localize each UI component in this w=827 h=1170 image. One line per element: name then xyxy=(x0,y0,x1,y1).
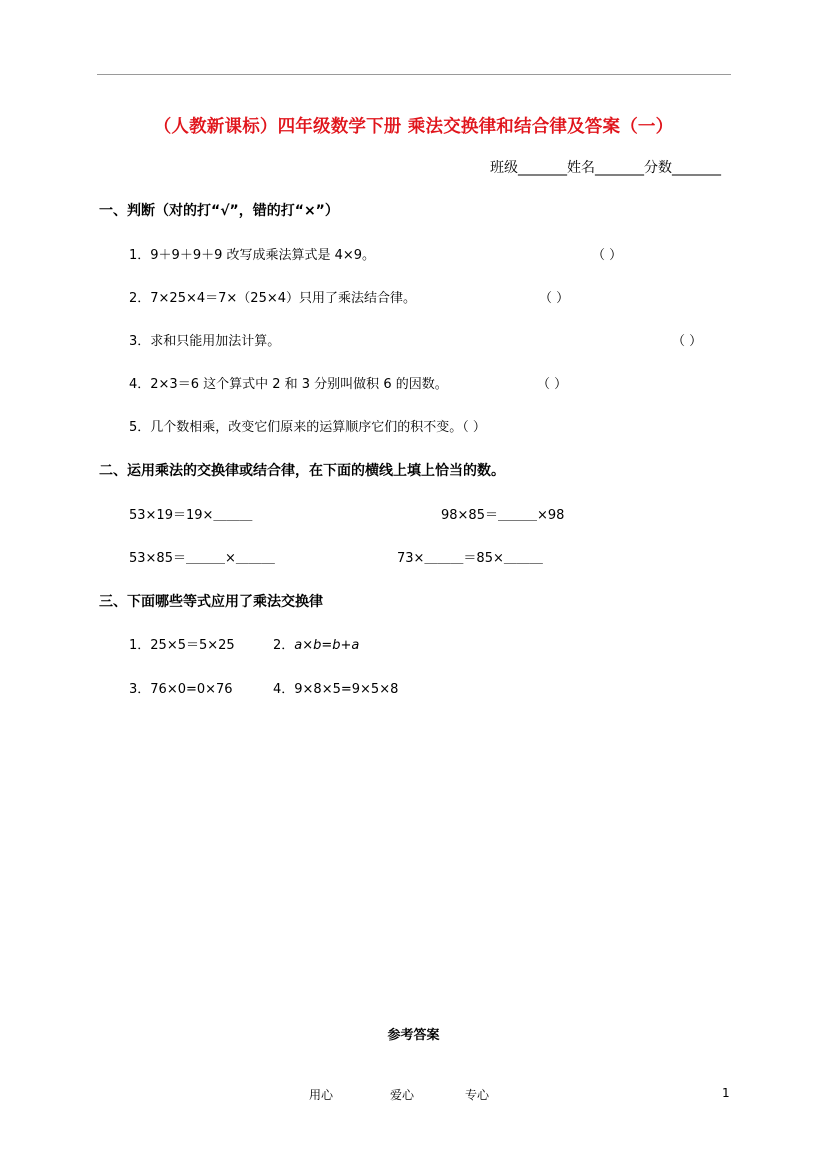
judge-item-2: 2．7×25×4＝7×（25×4）只用了乘法结合律。 xyxy=(129,291,417,306)
judge-item-1-paren: （ ） xyxy=(592,248,623,263)
fill-row1-right: 98×85＝＿＿＿×98 xyxy=(441,508,565,523)
judge-item-3-paren: （ ） xyxy=(672,334,703,349)
judge-item-5: 5．几个数相乘，改变它们原来的运算顺序它们的积不变。（ ） xyxy=(129,420,486,435)
page-number: 1 xyxy=(722,1086,730,1100)
section2-heading: 二、运用乘法的交换律或结合律，在下面的横线上填上恰当的数。 xyxy=(99,463,505,479)
footer-motto-3: 专心 xyxy=(465,1088,490,1102)
judge-item-3: 3．求和只能用加法计算。 xyxy=(129,334,281,349)
judge-item-1: 1．9＋9＋9＋9 改写成乘法算式是 4×9。 xyxy=(129,248,376,263)
equation-item-2-formula: a×b=b+a xyxy=(294,638,360,653)
equation-item-2 xyxy=(273,634,359,653)
fill-row2-right: 73×＿＿＿＝85×＿＿＿ xyxy=(397,551,543,566)
fill-row2-left: 53×85＝＿＿＿×＿＿＿ xyxy=(129,551,275,566)
header-rule xyxy=(97,74,731,75)
section3-heading: 三、下面哪些等式应用了乘法交换律 xyxy=(99,594,323,610)
equation-item-2-prefix: 2． xyxy=(273,638,295,653)
judge-item-4-paren: （ ） xyxy=(537,377,568,392)
judge-item-2-paren: （ ） xyxy=(539,291,570,306)
equation-item-4: 4．9×8×5=9×5×8 xyxy=(273,682,399,697)
fill-row1-left: 53×19＝19×＿＿＿ xyxy=(129,508,253,523)
judge-item-4: 4．2×3＝6 这个算式中 2 和 3 分别叫做积 6 的因数。 xyxy=(129,377,448,392)
student-info-line: 班级_______姓名_______分数_______ xyxy=(490,160,721,176)
section1-heading: 一、判断（对的打“√”，错的打“×”） xyxy=(99,203,339,219)
footer-motto-1: 用心 xyxy=(309,1088,334,1102)
footer-motto-2: 爱心 xyxy=(390,1088,415,1102)
equation-item-1: 1．25×5＝5×25 xyxy=(129,638,235,653)
answer-heading: 参考答案 xyxy=(387,1028,440,1043)
equation-item-3: 3．76×0=0×76 xyxy=(129,682,233,697)
document-title: （人教新课标）四年级数学下册 乘法交换律和结合律及答案（一） xyxy=(153,117,674,137)
